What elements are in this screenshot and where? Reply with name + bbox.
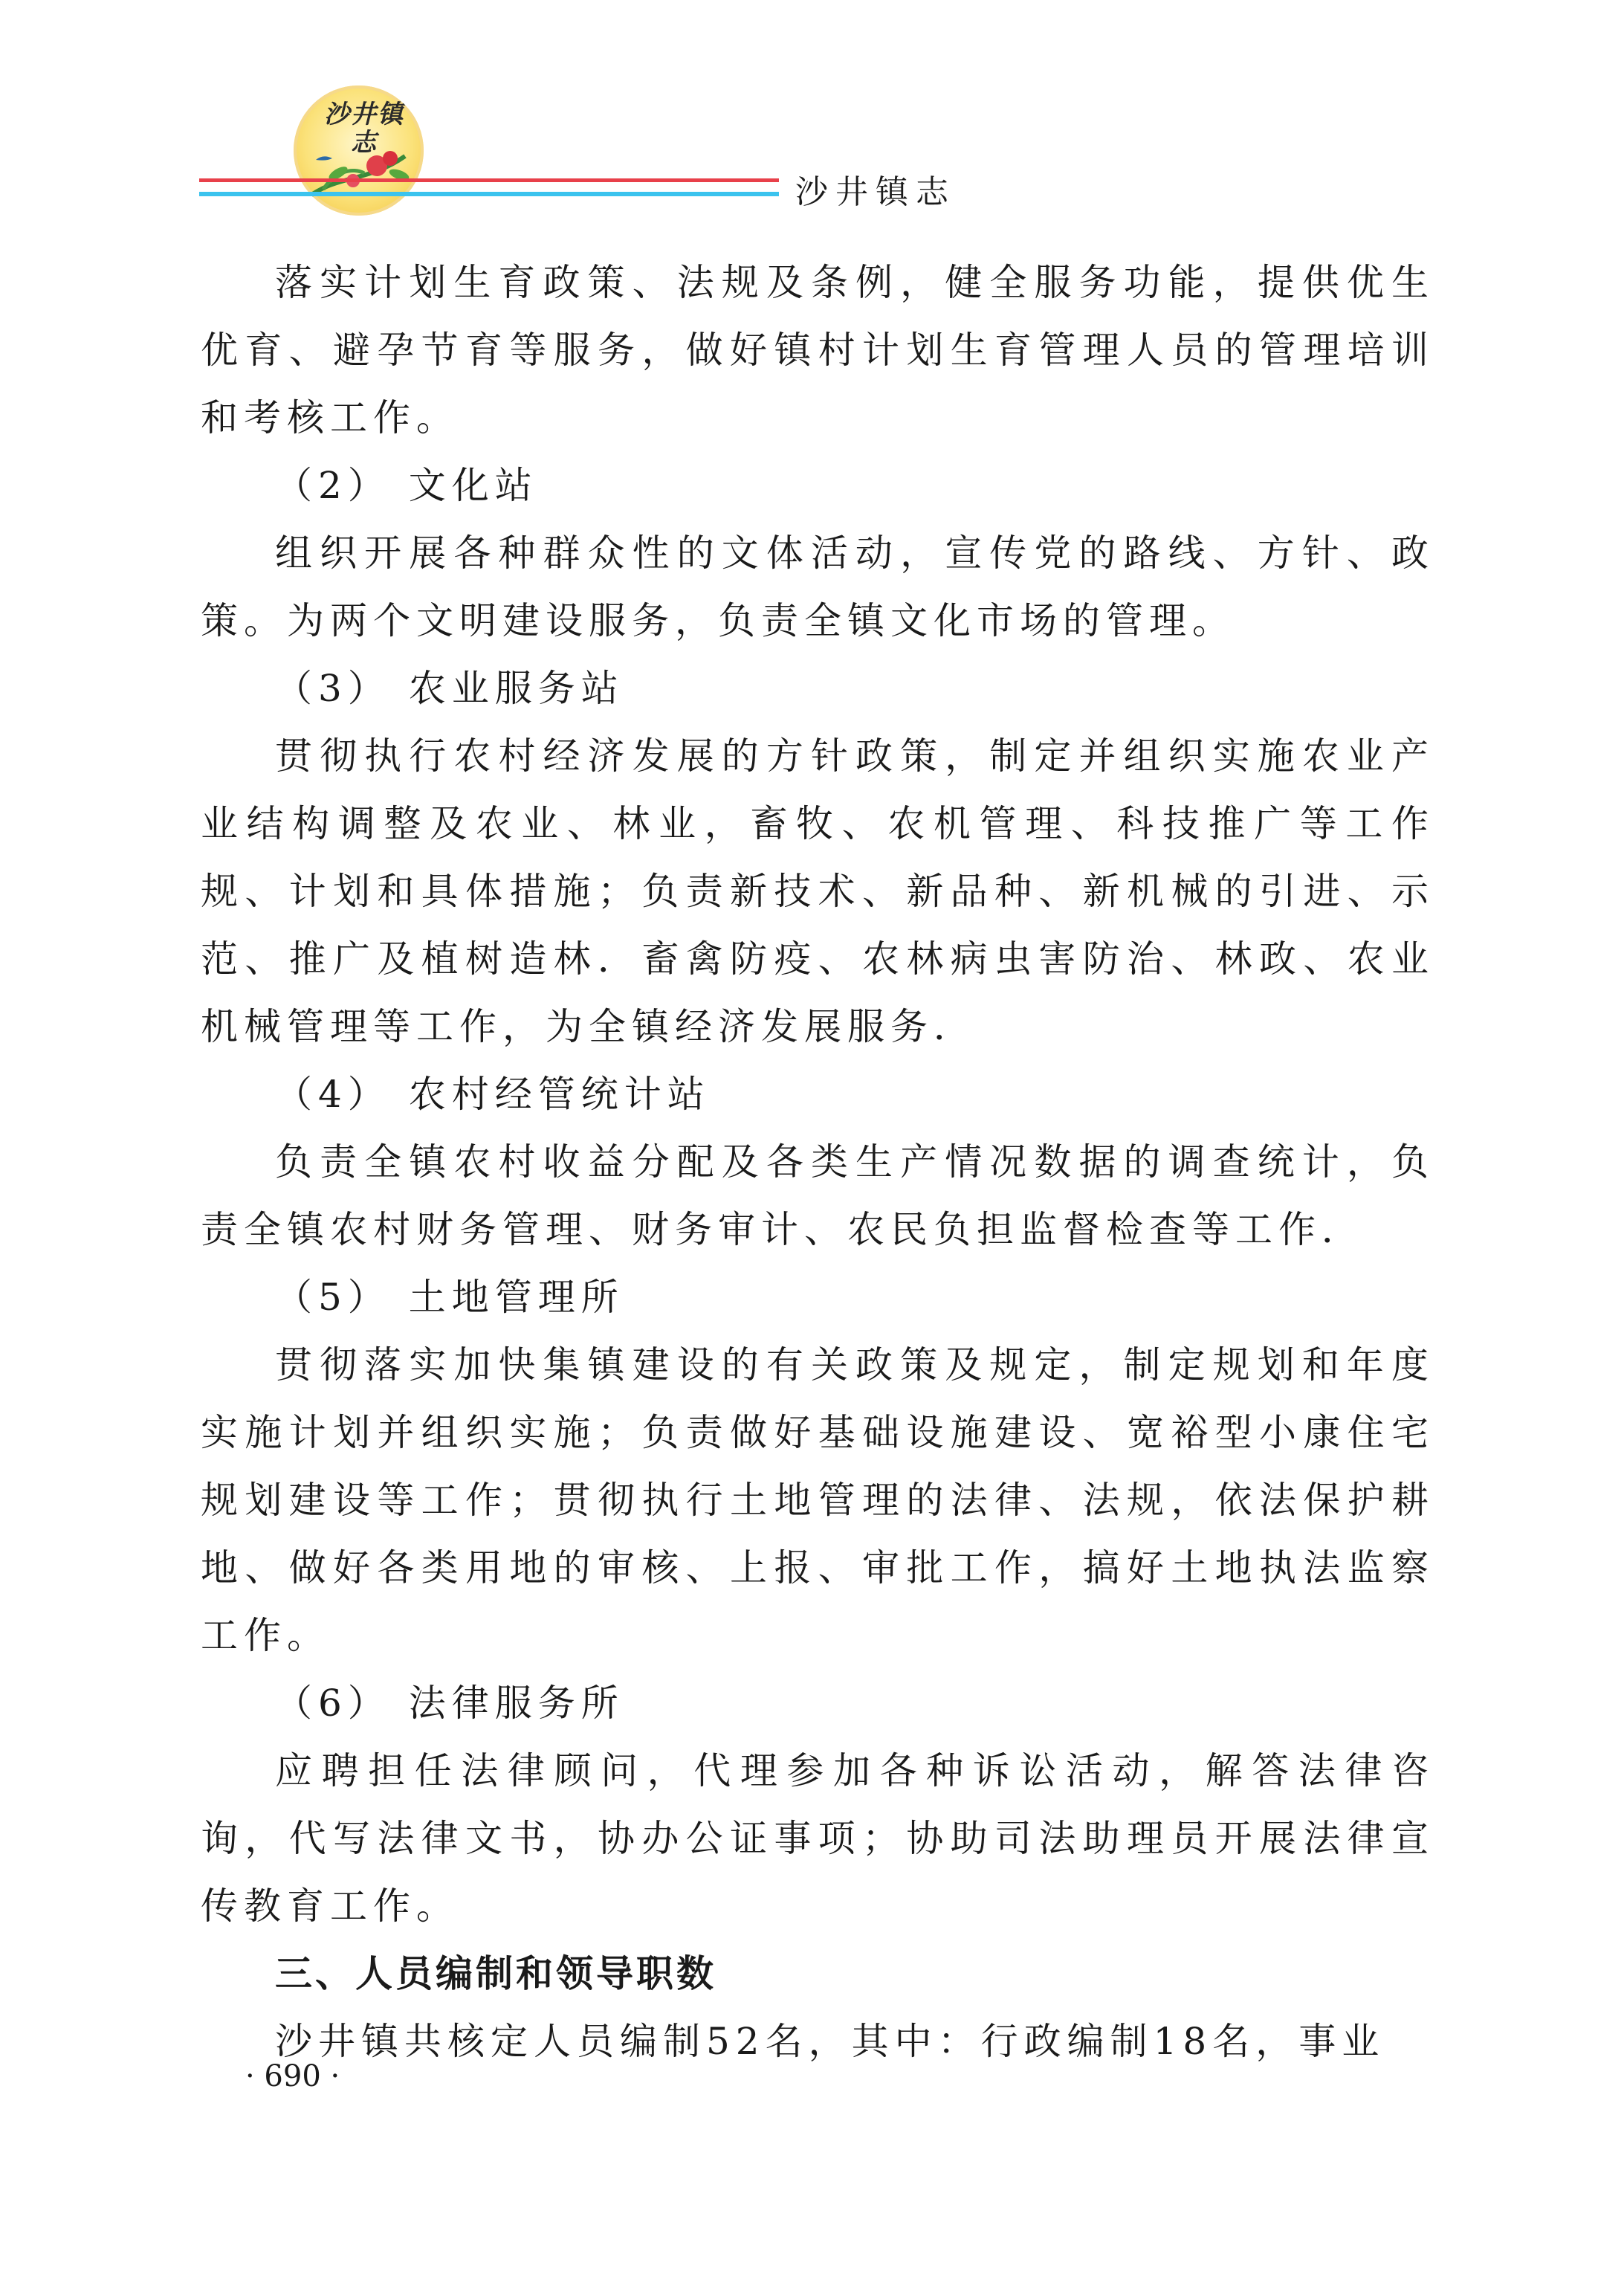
- paragraph-legal-services: 应聘担任法律顾问，代理参加各种诉讼活动，解答法律咨询，代写法律文书，协办公证事项；协助司法助理员开展法律宣传教育工作。: [201, 1749, 1434, 1928]
- paragraph-culture-station: 组织开展各种群众性的文体活动，宣传党的路线、方针、政策。为两个文明建设服务，负责全镇文化市场的管理。: [201, 532, 1434, 642]
- paragraph-staffing: 沙井镇共核定人员编制52名，其中：行政编制18名，事业: [275, 2020, 1385, 2063]
- page-header: [0, 0, 1624, 223]
- subheading-rural-statistics-station: （4） 农村经管统计站: [275, 1073, 711, 1116]
- paragraph-family-planning: 落实计划生育政策、法规及条例，健全服务功能，提供优生优育、避孕节育等服务，做好镇村计划生育管理人员的管理培训和考核工作。: [201, 261, 1434, 439]
- subheading-legal-services: （6） 法律服务所: [275, 1682, 624, 1725]
- subheading-agriculture-station: （3） 农业服务站: [275, 667, 624, 710]
- subheading-culture-station: （2） 文化站: [275, 464, 538, 507]
- page-number: · 690 ·: [245, 2059, 340, 2093]
- logo-text: 沙井镇志: [324, 100, 404, 158]
- section-heading-staffing: 三、人员编制和领导职数: [275, 1952, 716, 1995]
- paragraph-rural-statistics-station: 负责全镇农村收益分配及各类生产情况数据的调查统计，负责全镇农村财务管理、财务审计、农民负担监督检查等工作．: [201, 1140, 1434, 1251]
- paragraph-land-management: 贯彻落实加快集镇建设的有关政策及规定，制定规划和年度实施计划并组织实施；负责做好基础设施建设、宽裕型小康住宅规划建设等工作；贯彻执行土地管理的法律、法规，依法保护耕地、做好各类用地的审核、上报、审批工作，搞好土地执法监察工作。: [201, 1343, 1434, 1657]
- page-body: [201, 249, 1434, 2076]
- header-rule-blue: [199, 192, 779, 196]
- running-title: 沙井镇志: [795, 173, 956, 211]
- subheading-land-management: （5） 土地管理所: [275, 1276, 624, 1319]
- header-rule-red: [199, 178, 779, 182]
- paragraph-agriculture-station: 贯彻执行农村经济发展的方针政策，制定并组织实施农业产业结构调整及农业、林业，畜牧、农机管理、科技推广等工作规、计划和具体措施；负责新技术、新品种、新机械的引进、示范、推广及植树造林．畜禽防疫、农林病虫害防治、林政、农业机械管理等工作，为全镇经济发展服务．: [201, 734, 1434, 1048]
